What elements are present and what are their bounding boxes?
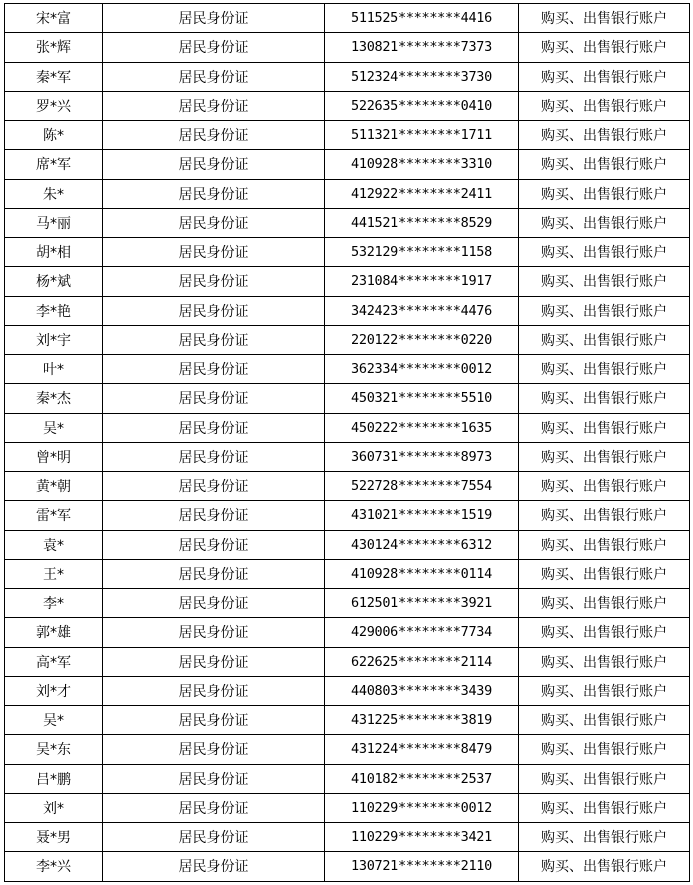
table-row xyxy=(5,296,690,325)
violation-cell: 购买、出售银行账户 xyxy=(519,179,690,208)
table-row xyxy=(5,472,690,501)
table-row xyxy=(5,589,690,618)
document-type-cell: 居民身份证 xyxy=(103,852,325,881)
violation-cell: 购买、出售银行账户 xyxy=(519,676,690,705)
table-row xyxy=(5,384,690,413)
person-name-cell: 吴* xyxy=(5,413,103,442)
violation-cell: 购买、出售银行账户 xyxy=(519,91,690,120)
violation-cell: 购买、出售银行账户 xyxy=(519,238,690,267)
person-name-cell: 王* xyxy=(5,559,103,588)
id-number-cell: 429006********7734 xyxy=(325,618,519,647)
id-number-cell: 362334********0012 xyxy=(325,355,519,384)
violation-cell: 购买、出售银行账户 xyxy=(519,823,690,852)
id-number-cell: 220122********0220 xyxy=(325,325,519,354)
table-row xyxy=(5,559,690,588)
person-name-cell: 宋*富 xyxy=(5,4,103,33)
violation-cell: 购买、出售银行账户 xyxy=(519,647,690,676)
person-name-cell: 刘*宇 xyxy=(5,325,103,354)
violation-cell: 购买、出售银行账户 xyxy=(519,208,690,237)
id-number-cell: 612501********3921 xyxy=(325,589,519,618)
document-type-cell: 居民身份证 xyxy=(103,325,325,354)
table-row xyxy=(5,530,690,559)
id-number-cell: 441521********8529 xyxy=(325,208,519,237)
person-name-cell: 席*军 xyxy=(5,150,103,179)
violation-cell: 购买、出售银行账户 xyxy=(519,764,690,793)
id-number-cell: 412922********2411 xyxy=(325,179,519,208)
document-type-cell: 居民身份证 xyxy=(103,823,325,852)
violation-cell: 购买、出售银行账户 xyxy=(519,501,690,530)
violation-cell: 购买、出售银行账户 xyxy=(519,706,690,735)
document-type-cell: 居民身份证 xyxy=(103,647,325,676)
person-name-cell: 张*辉 xyxy=(5,33,103,62)
id-number-cell: 231084********1917 xyxy=(325,267,519,296)
violation-cell: 购买、出售银行账户 xyxy=(519,442,690,471)
id-number-cell: 522728********7554 xyxy=(325,472,519,501)
document-type-cell: 居民身份证 xyxy=(103,793,325,822)
document-type-cell: 居民身份证 xyxy=(103,530,325,559)
person-name-cell: 聂*男 xyxy=(5,823,103,852)
person-name-cell: 郭*雄 xyxy=(5,618,103,647)
table-row xyxy=(5,355,690,384)
id-number-cell: 360731********8973 xyxy=(325,442,519,471)
violation-cell: 购买、出售银行账户 xyxy=(519,325,690,354)
document-type-cell: 居民身份证 xyxy=(103,676,325,705)
document-type-cell: 居民身份证 xyxy=(103,559,325,588)
violation-cell: 购买、出售银行账户 xyxy=(519,530,690,559)
document-type-cell: 居民身份证 xyxy=(103,472,325,501)
table-row xyxy=(5,618,690,647)
violation-cell: 购买、出售银行账户 xyxy=(519,121,690,150)
table-row xyxy=(5,442,690,471)
document-type-cell: 居民身份证 xyxy=(103,267,325,296)
id-number-cell: 522635********0410 xyxy=(325,91,519,120)
document-type-cell: 居民身份证 xyxy=(103,62,325,91)
table-row xyxy=(5,325,690,354)
table-row xyxy=(5,267,690,296)
table-row xyxy=(5,676,690,705)
person-name-cell: 袁* xyxy=(5,530,103,559)
table-row xyxy=(5,413,690,442)
violation-cell: 购买、出售银行账户 xyxy=(519,4,690,33)
table-row xyxy=(5,33,690,62)
document-type-cell: 居民身份证 xyxy=(103,208,325,237)
violation-cell: 购买、出售银行账户 xyxy=(519,267,690,296)
violation-cell: 购买、出售银行账户 xyxy=(519,852,690,881)
person-name-cell: 朱* xyxy=(5,179,103,208)
violation-cell: 购买、出售银行账户 xyxy=(519,735,690,764)
document-type-cell: 居民身份证 xyxy=(103,442,325,471)
id-number-cell: 431021********1519 xyxy=(325,501,519,530)
table-row xyxy=(5,501,690,530)
id-number-cell: 430124********6312 xyxy=(325,530,519,559)
person-name-cell: 罗*兴 xyxy=(5,91,103,120)
table-row xyxy=(5,735,690,764)
person-name-cell: 李*兴 xyxy=(5,852,103,881)
id-number-cell: 110229********0012 xyxy=(325,793,519,822)
table-row xyxy=(5,179,690,208)
table-row xyxy=(5,238,690,267)
document-type-cell: 居民身份证 xyxy=(103,121,325,150)
violation-cell: 购买、出售银行账户 xyxy=(519,384,690,413)
violation-cell: 购买、出售银行账户 xyxy=(519,33,690,62)
id-number-cell: 532129********1158 xyxy=(325,238,519,267)
id-number-cell: 450321********5510 xyxy=(325,384,519,413)
document-type-cell: 居民身份证 xyxy=(103,706,325,735)
person-name-cell: 刘*才 xyxy=(5,676,103,705)
person-name-cell: 秦*军 xyxy=(5,62,103,91)
id-number-cell: 431224********8479 xyxy=(325,735,519,764)
person-name-cell: 李*艳 xyxy=(5,296,103,325)
id-number-cell: 511525********4416 xyxy=(325,4,519,33)
document-type-cell: 居民身份证 xyxy=(103,4,325,33)
document-type-cell: 居民身份证 xyxy=(103,589,325,618)
person-name-cell: 李* xyxy=(5,589,103,618)
person-name-cell: 雷*军 xyxy=(5,501,103,530)
document-type-cell: 居民身份证 xyxy=(103,33,325,62)
violation-cell: 购买、出售银行账户 xyxy=(519,793,690,822)
person-name-cell: 马*丽 xyxy=(5,208,103,237)
person-name-cell: 曾*明 xyxy=(5,442,103,471)
violation-cell: 购买、出售银行账户 xyxy=(519,355,690,384)
violation-cell: 购买、出售银行账户 xyxy=(519,618,690,647)
document-type-cell: 居民身份证 xyxy=(103,618,325,647)
person-name-cell: 叶* xyxy=(5,355,103,384)
records-table-body xyxy=(5,4,690,882)
id-number-cell: 410928********3310 xyxy=(325,150,519,179)
id-number-cell: 410182********2537 xyxy=(325,764,519,793)
table-row xyxy=(5,823,690,852)
table-row xyxy=(5,208,690,237)
id-number-cell: 511321********1711 xyxy=(325,121,519,150)
table-row xyxy=(5,764,690,793)
table-row xyxy=(5,62,690,91)
violation-cell: 购买、出售银行账户 xyxy=(519,589,690,618)
document-type-cell: 居民身份证 xyxy=(103,355,325,384)
id-number-cell: 110229********3421 xyxy=(325,823,519,852)
person-name-cell: 吴* xyxy=(5,706,103,735)
person-name-cell: 胡*相 xyxy=(5,238,103,267)
table-row xyxy=(5,852,690,881)
person-name-cell: 秦*杰 xyxy=(5,384,103,413)
person-name-cell: 陈* xyxy=(5,121,103,150)
document-type-cell: 居民身份证 xyxy=(103,238,325,267)
table-row xyxy=(5,150,690,179)
table-row xyxy=(5,4,690,33)
document-type-cell: 居民身份证 xyxy=(103,91,325,120)
id-number-cell: 440803********3439 xyxy=(325,676,519,705)
violation-cell: 购买、出售银行账户 xyxy=(519,62,690,91)
person-name-cell: 黄*朝 xyxy=(5,472,103,501)
id-number-cell: 130721********2110 xyxy=(325,852,519,881)
violation-cell: 购买、出售银行账户 xyxy=(519,296,690,325)
violation-cell: 购买、出售银行账户 xyxy=(519,472,690,501)
id-number-cell: 130821********7373 xyxy=(325,33,519,62)
person-name-cell: 刘* xyxy=(5,793,103,822)
id-number-cell: 410928********0114 xyxy=(325,559,519,588)
document-type-cell: 居民身份证 xyxy=(103,179,325,208)
document-type-cell: 居民身份证 xyxy=(103,735,325,764)
person-name-cell: 高*军 xyxy=(5,647,103,676)
document-type-cell: 居民身份证 xyxy=(103,413,325,442)
table-row xyxy=(5,706,690,735)
table-row xyxy=(5,647,690,676)
table-row xyxy=(5,121,690,150)
table-row xyxy=(5,91,690,120)
violation-cell: 购买、出售银行账户 xyxy=(519,413,690,442)
records-table xyxy=(4,3,690,882)
id-number-cell: 450222********1635 xyxy=(325,413,519,442)
violation-cell: 购买、出售银行账户 xyxy=(519,559,690,588)
document-type-cell: 居民身份证 xyxy=(103,150,325,179)
document-type-cell: 居民身份证 xyxy=(103,296,325,325)
table-row xyxy=(5,793,690,822)
document-type-cell: 居民身份证 xyxy=(103,764,325,793)
document-type-cell: 居民身份证 xyxy=(103,501,325,530)
person-name-cell: 吕*鹏 xyxy=(5,764,103,793)
person-name-cell: 吴*东 xyxy=(5,735,103,764)
id-number-cell: 431225********3819 xyxy=(325,706,519,735)
id-number-cell: 512324********3730 xyxy=(325,62,519,91)
violation-cell: 购买、出售银行账户 xyxy=(519,150,690,179)
document-type-cell: 居民身份证 xyxy=(103,384,325,413)
person-name-cell: 杨*斌 xyxy=(5,267,103,296)
id-number-cell: 622625********2114 xyxy=(325,647,519,676)
id-number-cell: 342423********4476 xyxy=(325,296,519,325)
